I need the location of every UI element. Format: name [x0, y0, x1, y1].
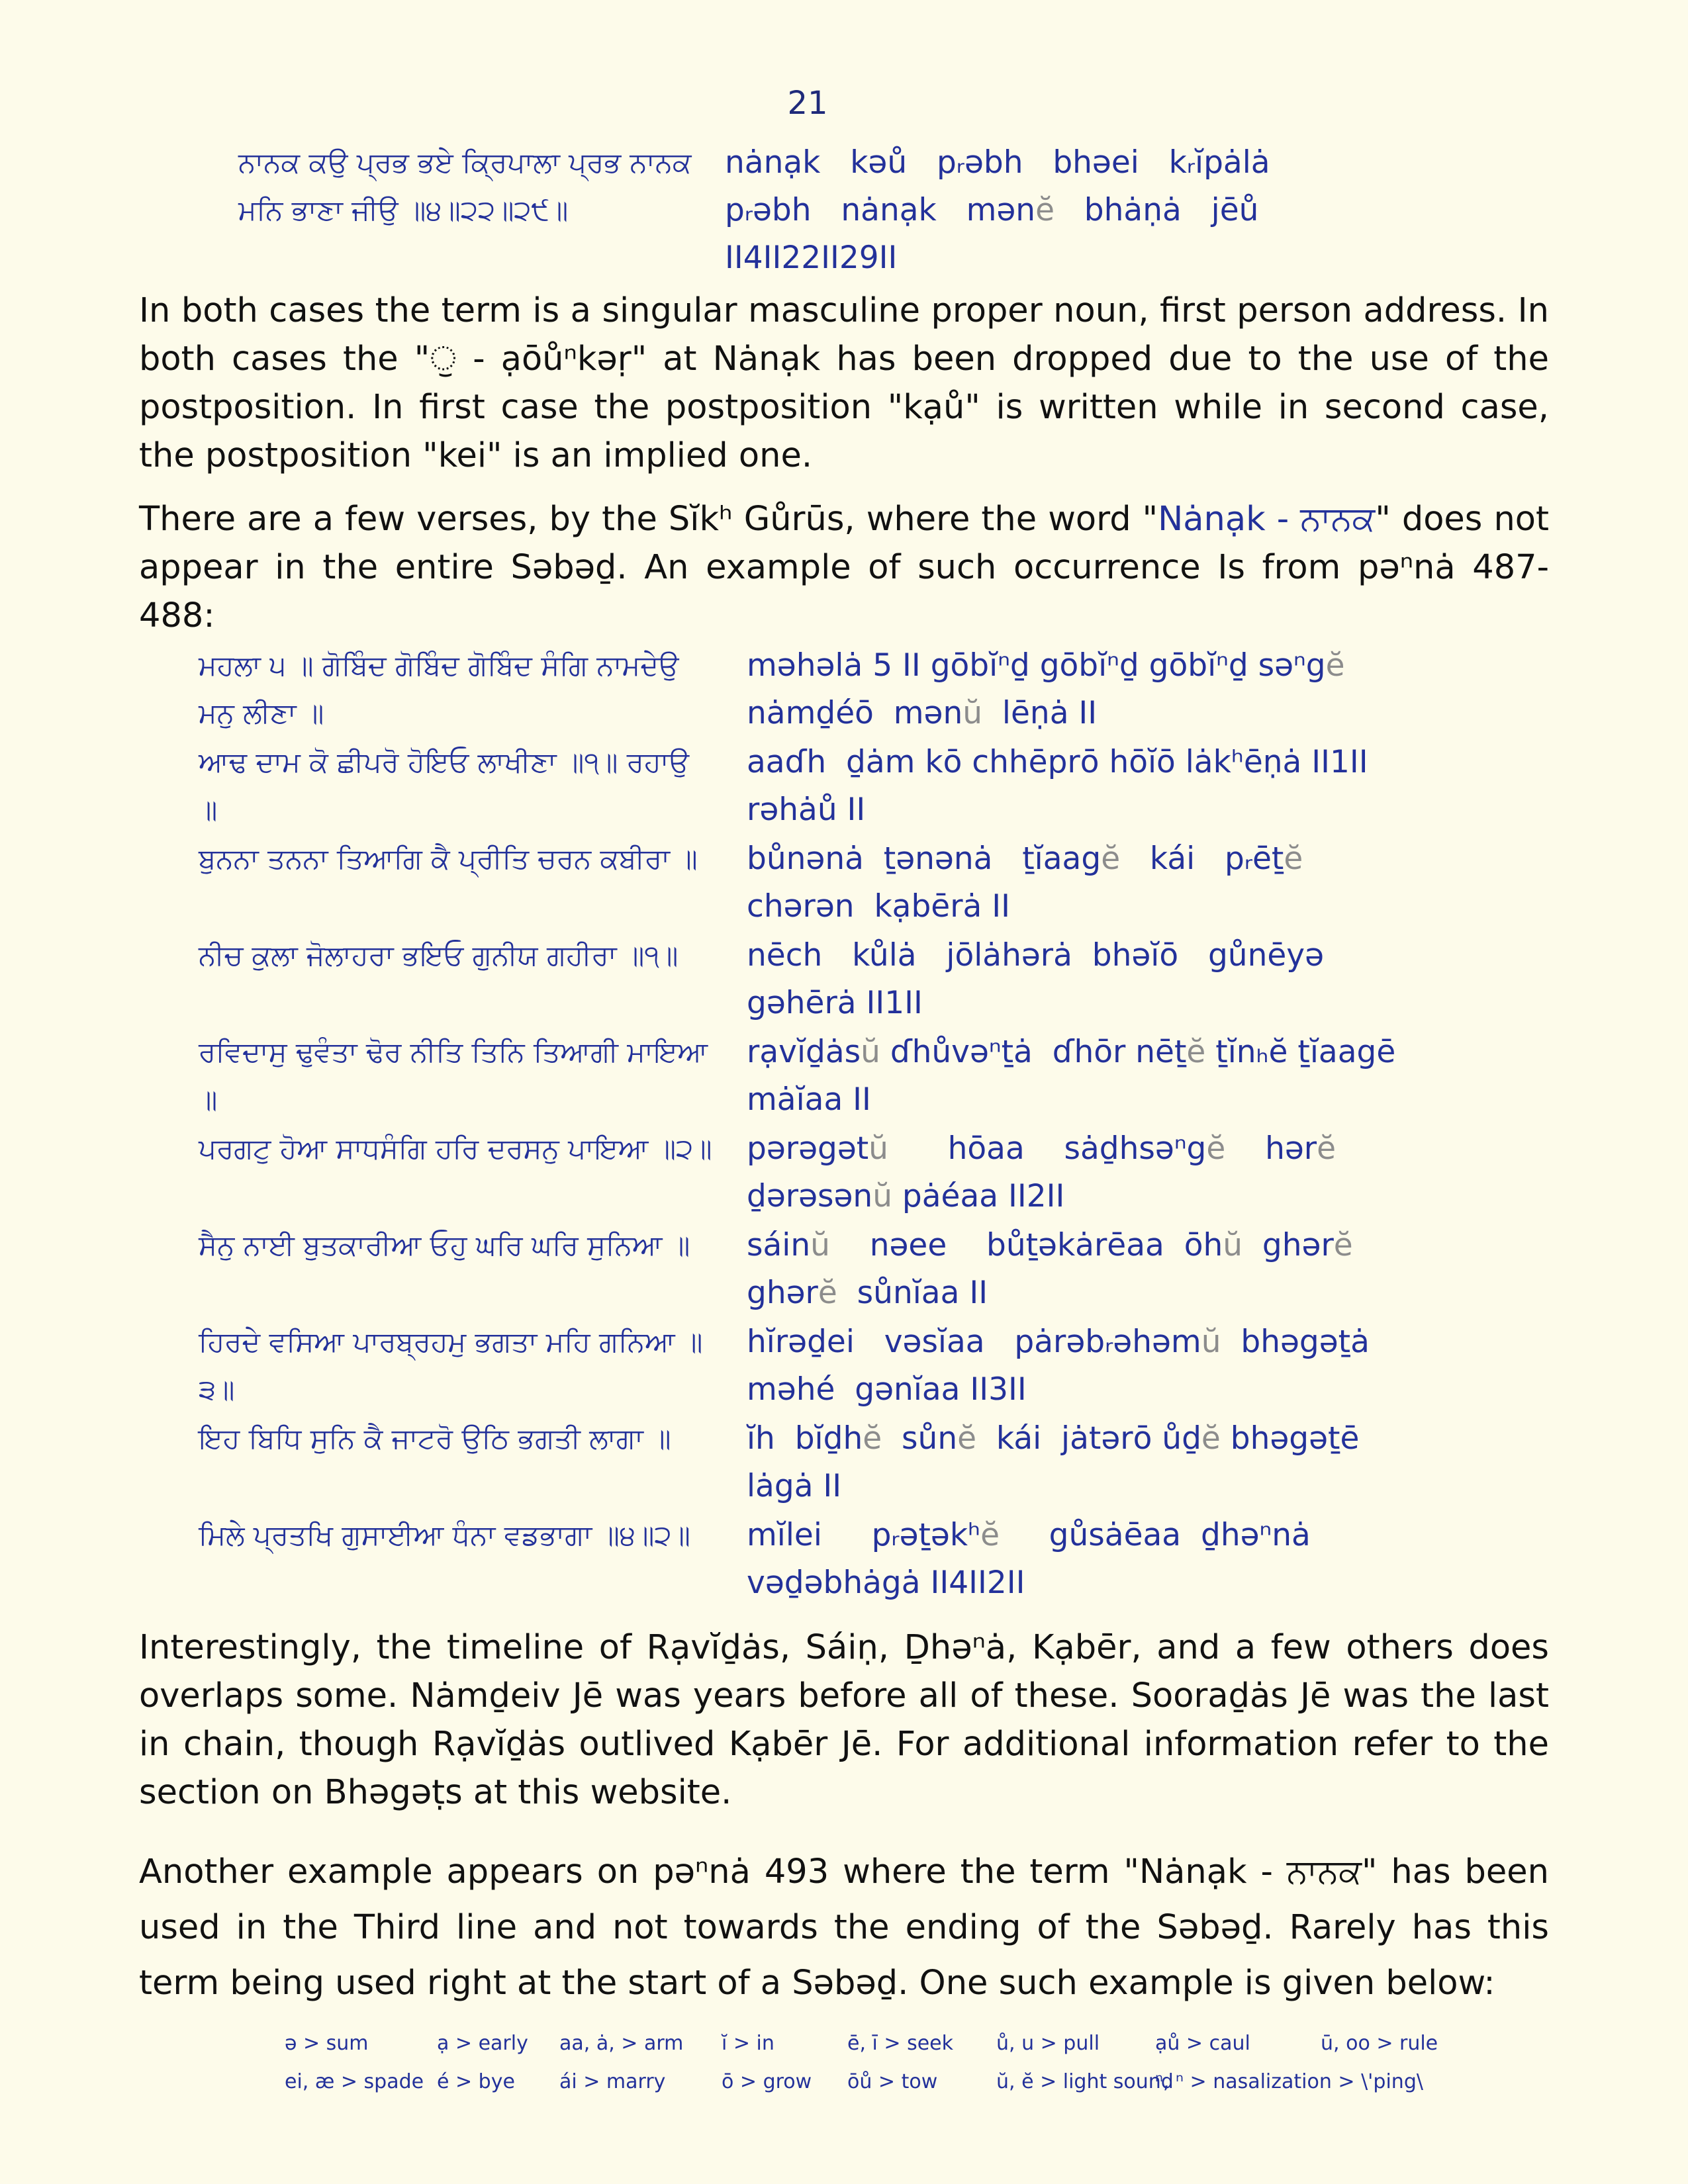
verse-gurmukhi: ਹਿਰਦੇ ਵਸਿਆ ਪਾਰਬ੍ਰਹਮੁ ਭਗਤਾ ਮਹਿ ਗਨਿਆ ॥੩॥ [199, 1326, 703, 1406]
verse-gurmukhi: ਆਢ ਦਾਮ ਕੋ ਛੀਪਰੋ ਹੋਇਓ ਲਾਖੀਣਾ ॥੧॥ ਰਹਾਉ ॥ [199, 746, 690, 826]
verse-romanization: məhəlȧ 5 II gōbĭⁿḏ gōbĭⁿḏ gōbĭⁿḏ səⁿgĕ nȧmḏéō mənŭ lēṇȧ II [747, 647, 1345, 731]
verse-row [199, 835, 1390, 932]
legend-item: ĭ > in [722, 2032, 774, 2055]
legend-item: ō > grow [722, 2070, 812, 2093]
verse-romanization: pərəgətŭ hōaa sȧḏhsəⁿgĕ hərĕ ḏərəsənŭ pȧéaa II2II [747, 1130, 1336, 1214]
paragraph: Interestingly, the timeline of Rạvĭḏȧs, Sáiṇ, Ḏhəⁿȧ, Kạbēr, and a few others does overlaps some. Nȧmḏeiv Jē was years before all of these. Sooraḏȧs Jē was the last in chain, though Rạvĭḏȧs outlived Kạbēr Jē. For additional information refer to the section on Bhəgəṭs at this website. [139, 1628, 1549, 1812]
page-number: 21 [787, 85, 828, 122]
legend-item: ạů > caul [1155, 2032, 1250, 2055]
pronunciation-legend [285, 2032, 1476, 2109]
verse-row [199, 1222, 1390, 1318]
paragraph: In both cases the term is a singular masculine proper noun, first person address. In both cases the "ੁ - ạōůⁿkəṛ" at Nȧnạk has been dropped due to the use of the postposition. In first case the postposition "kạů" is written while in second case, the postposition "kei" is an implied one. [139, 291, 1549, 475]
verse-gurmukhi: ਇਹ ਬਿਧਿ ਸੁਨਿ ਕੈ ਜਾਟਰੋ ਉਠਿ ਭਗਤੀ ਲਾਗਾ ॥ [199, 1422, 671, 1455]
verse-romanization: ĭh bĭḏhĕ sůnĕ kái jȧtərō ůḏĕ bhəgəṯē lȧgȧ II [747, 1420, 1360, 1504]
verse-gurmukhi: ਬੁਨਨਾ ਤਨਨਾ ਤਿਆਗਿ ਕੈ ਪ੍ਰੀਤਿ ਚਰਨ ਕਬੀਰਾ ॥ [199, 842, 698, 875]
verse-romanization: rạvĭḏȧsŭ ɗhůvəⁿṯȧ ɗhōr nēṯĕ ṯĭnₕĕ ṯĭaagē mȧĭaa II [747, 1034, 1396, 1118]
verse-gurmukhi: ਪਰਗਟੁ ਹੋਆ ਸਾਧਸੰਗਿ ਹਰਿ ਦਰਸਨੁ ਪਾਇਆ ॥੨॥ [199, 1132, 712, 1165]
verse-row [199, 1512, 1390, 1608]
verse-gurmukhi: ਨੀਚ ਕੁਲਾ ਜੋਲਾਹਰਾ ਭਇਓ ਗੁਨੀਯ ਗਹੀਰਾ ॥੧॥ [199, 939, 679, 972]
legend-item: ạ > early [437, 2032, 528, 2055]
verse-romanization: nēch kůlȧ jōlȧhərȧ bhəĭō gůnēyə gəhērȧ II1II [747, 937, 1325, 1021]
verse-gurmukhi: ਮਿਲੇ ਪ੍ਰਤਖਿ ਗੁਸਾਈਆ ਧੰਨਾ ਵਡਭਾਗਾ ॥੪॥੨॥ [199, 1519, 690, 1551]
legend-item: ei, æ > spade [285, 2070, 424, 2093]
intro-roman-line: nȧnạk kəů pᵣəbh bhəei kᵣĭpȧlȧ [725, 144, 1270, 181]
verse-gurmukhi: ਮਹਲਾ ੫ ॥ ਗੋਬਿੰਦ ਗੋਬਿੰਦ ਗੋਬਿੰਦ ਸੰਗਿ ਨਾਮਦੇਉ ਮਨੁ ਲੀਣਾ ॥ [199, 649, 679, 729]
paragraph: There are a few verses, by the Sĭkʰ Gůrūs, where the word "Nȧnạk - ਨਾਨਕ" does not appear in the entire Səbəḏ. An example of such occurrence Is from pəⁿnȧ 487- 488: [139, 500, 1549, 635]
verse-table [199, 642, 1396, 1608]
verse-row [199, 739, 1390, 835]
intro-gurmukhi: ਨਾਨਕ ਕਉ ਪ੍ਰਭ ਭਏ ਕ੍ਰਿਪਾਲਾ ਪ੍ਰਭ ਨਾਨਕ ਮਨਿ ਭਾਣਾ ਜੀਉ ॥੪॥੨੨॥੨੯॥ [238, 146, 692, 226]
verse-gurmukhi: ਸੈਨੁ ਨਾਈ ਬੁਤਕਾਰੀਆ ਓਹੁ ਘਰਿ ਘਰਿ ਸੁਨਿਆ ॥ [199, 1229, 690, 1261]
verse-romanization: bůnənȧ ṯənənȧ ṯĭaagĕ kái pᵣēṯĕ chərən kạbērȧ II [747, 841, 1303, 925]
verse-romanization: hĭrəḏei vəsĭaa pȧrəbᵣəhəmŭ bhəgəṯȧ məhé gənĭaa II3II [747, 1324, 1370, 1408]
verse-row [199, 1125, 1390, 1222]
legend-item: ū, oo > rule [1321, 2032, 1438, 2055]
verse-row [199, 1318, 1390, 1415]
legend-item: ŭ, ĕ > light sound [996, 2070, 1174, 2093]
verse-row [199, 1415, 1390, 1512]
legend-item: é > bye [437, 2070, 515, 2093]
verse-romanization: aaɗh ḏȧm kō chhēprō hōĭō lȧkʰēṇȧ II1II rəhȧů II [747, 744, 1368, 828]
legend-item: ů, u > pull [996, 2032, 1100, 2055]
legend-item: ōů > tow [847, 2070, 938, 2093]
verse-row [199, 1028, 1396, 1125]
intro-romanization [725, 139, 1294, 282]
intro-roman-line: II4II22II29II [725, 240, 898, 276]
legend-item: ə > sum [285, 2032, 369, 2055]
verse-row [199, 642, 1390, 739]
verse-romanization: sáinŭ nəee bůṯəkȧrēaa ōhŭ ghərĕ ghərĕ sůnĭaa II [747, 1227, 1353, 1311]
verse-row [199, 932, 1390, 1028]
legend-item: ⁿ, ⁿ > nasalization > \'ping\ [1155, 2070, 1423, 2093]
legend-item: ē, ī > seek [847, 2032, 953, 2055]
verse-gurmukhi: ਰਵਿਦਾਸੁ ਢੁਵੰਤਾ ਢੋਰ ਨੀਤਿ ਤਿਨਿ ਤਿਆਗੀ ਮਾਇਆ ॥ [199, 1036, 708, 1116]
intro-roman-line: pᵣəbh nȧnạk mənĕ bhȧṇȧ jēů [725, 192, 1259, 228]
legend-item: ái > marry [559, 2070, 666, 2093]
legend-item: aa, ȧ, > arm [559, 2032, 684, 2055]
nanak-term: Nȧnạk - ਨਾਨਕ [1158, 500, 1376, 539]
paragraph: Another example appears on pəⁿnȧ 493 where the term "Nȧnạk - ਨਾਨਕ" has been used in the Third line and not towards the ending of the Səbəḏ. Rarely has this term being used right at the start of a Səbəḏ. One such example is given below: [139, 1852, 1549, 2003]
verse-romanization: mĭlei pᵣəṯəkʰĕ gůsȧēaa ḏhəⁿnȧ vəḏəbhȧgȧ II4II2II [747, 1517, 1311, 1601]
